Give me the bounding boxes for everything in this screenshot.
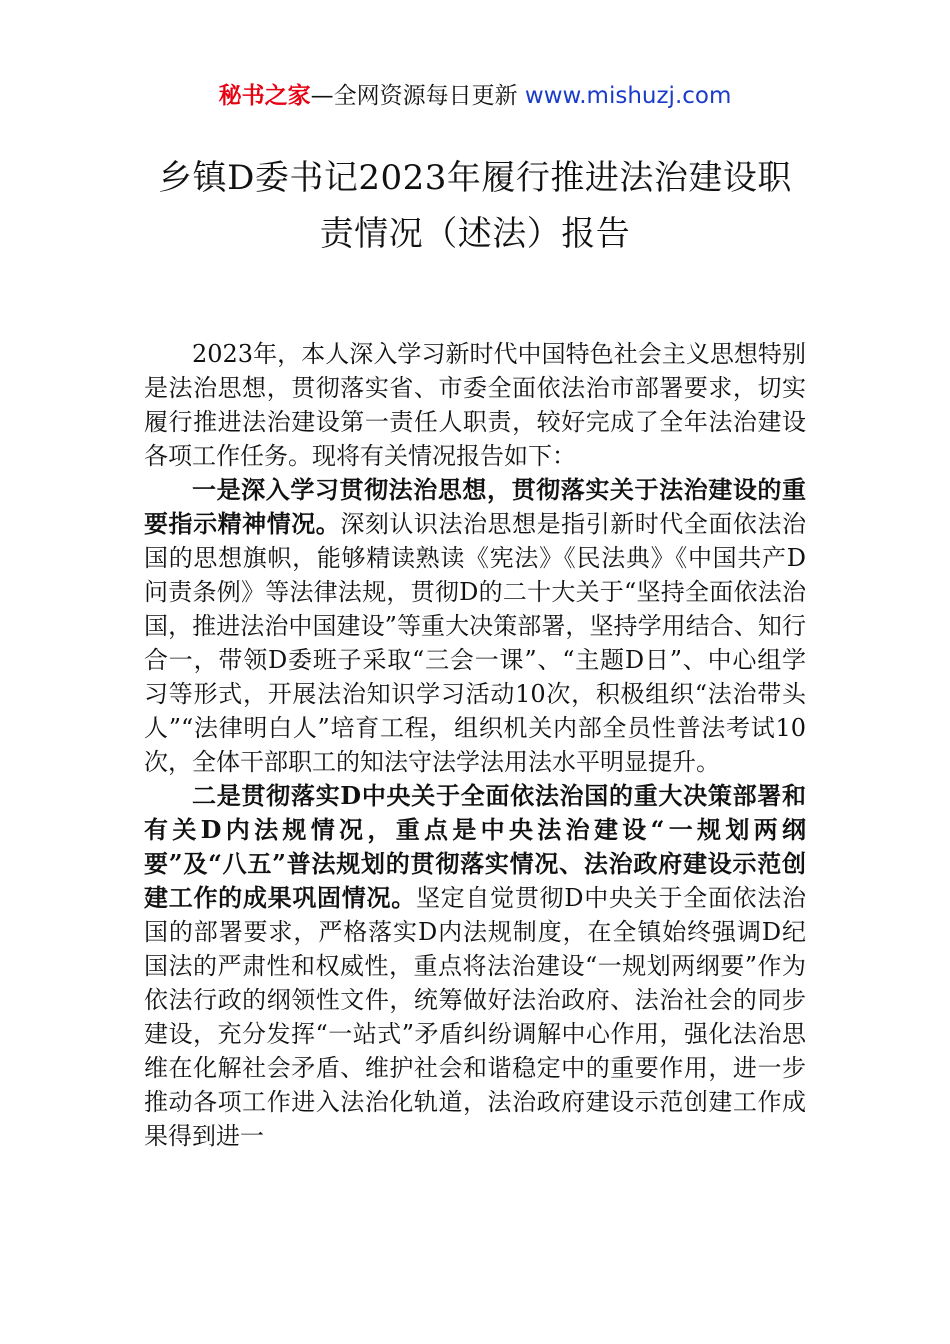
- header-tagline: —全网资源每日更新: [310, 83, 525, 109]
- title-line-1: 乡镇D委书记2023年履行推进法治建设职: [158, 158, 792, 198]
- paragraph-heading: 一是深入学习贯彻法治思想，贯彻落实关于法治建设的重要指示精神情况。: [144, 475, 806, 538]
- paragraph-heading: 二是贯彻落实D中央关于全面依法治国的重大决策部署和有关D内法规情况，重点是中央法治建设“一规划两纲要”及“八五”普法规划的贯彻落实情况、法治政府建设示范创建工作的成果巩固情况。: [144, 781, 806, 912]
- paragraph-text: 深刻认识法治思想是指引新时代全面依法治国的思想旗帜，能够精读熟读《宪法》《民法典》《中国共产D问责条例》等法律法规，贯彻D的二十大关于“坚持全面依法治国，推进法治中国建设”等重大决策部署，坚持学用结合、知行合一，带领D委班子采取“三会一课”、“主题D日”、中心组学习等形式，开展法治知识学习活动10次，积极组织“法治带头人”“法律明白人”培育工程，组织机关内部全员性普法考试10次，全体干部职工的知法守法学法用法水平明显提升。: [144, 510, 807, 776]
- brand-name: 秘书之家: [218, 83, 311, 109]
- paragraph-section-2: [144, 779, 806, 1153]
- title-line-2: 责情况（述法）报告: [319, 214, 631, 254]
- paragraph-intro: [144, 337, 806, 473]
- document-body: [144, 337, 806, 1153]
- website-link[interactable]: www.mishuzj.com: [524, 83, 732, 109]
- document-title: [120, 150, 830, 262]
- paragraph-text: 坚定自觉贯彻D中央关于全面依法治国的部署要求，严格落实D内法规制度，在全镇始终强调D纪国法的严肃性和权威性，重点将法治建设“一规划两纲要”作为依法行政的纲领性文件，统筹做好法治政府、法治社会的同步建设，充分发挥“一站式”矛盾纠纷调解中心作用，强化法治思维在化解社会矛盾、维护社会和谐稳定中的重要作用，进一步推动各项工作进入法治化轨道，法治政府建设示范创建工作成果得到进一: [144, 884, 806, 1150]
- paragraph-section-1: [144, 473, 806, 779]
- watermark-header: [0, 78, 950, 114]
- paragraph-text: 2023年，本人深入学习新时代中国特色社会主义思想特别是法治思想，贯彻落实省、市委全面依法治市部署要求，切实履行推进法治建设第一责任人职责，较好完成了全年法治建设各项工作任务。现将有关情况报告如下：: [144, 340, 806, 470]
